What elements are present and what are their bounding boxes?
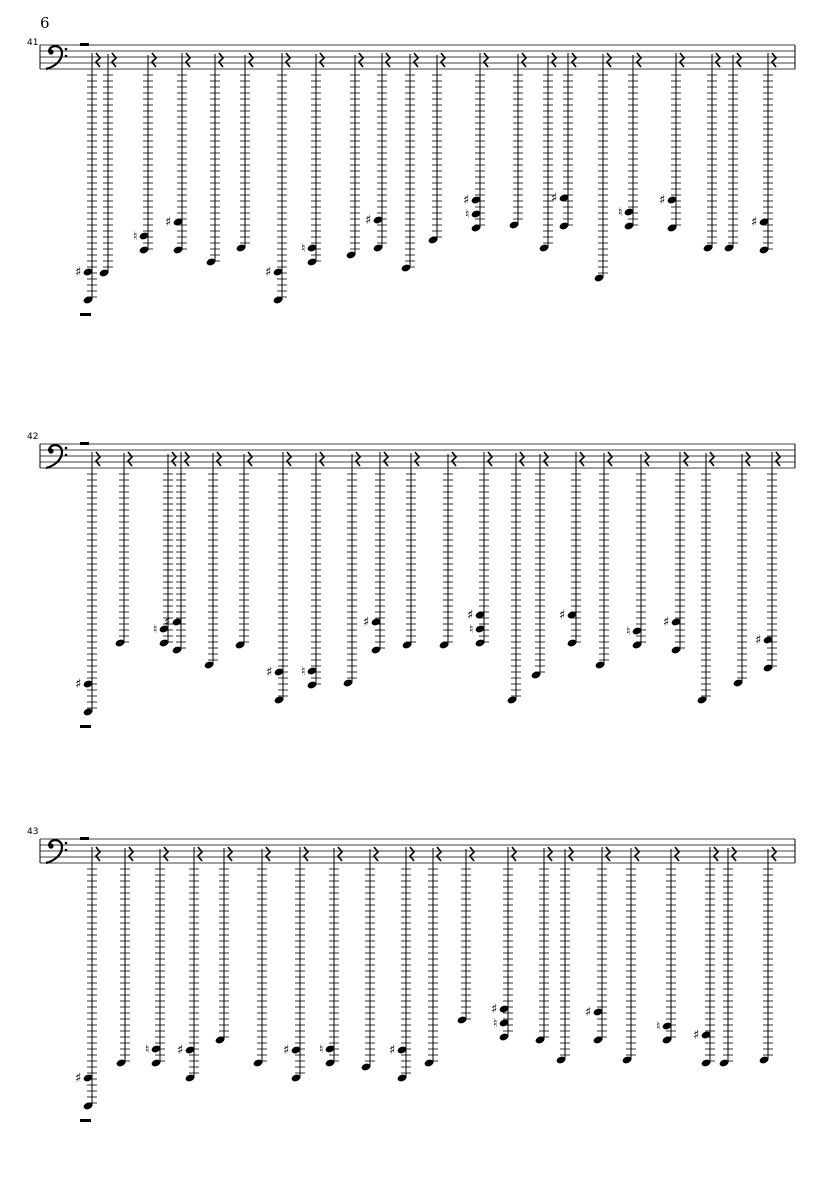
natural-icon: ♮ xyxy=(145,1042,150,1056)
sharp-icon: ♯ xyxy=(551,191,558,206)
sharp-icon: ♯ xyxy=(663,615,670,630)
sharp-icon: ♯ xyxy=(463,193,470,208)
sharp-icon: ♯ xyxy=(467,608,474,623)
natural-icon: ♮ xyxy=(465,207,470,221)
quarter-rest-icon xyxy=(164,847,168,861)
sharp-icon: ♯ xyxy=(165,215,172,230)
quarter-rest-icon xyxy=(228,847,232,861)
quarter-rest-icon xyxy=(338,847,342,861)
sharp-icon: ♯ xyxy=(266,665,273,680)
sharp-icon: ♯ xyxy=(491,1002,498,1017)
measure-number: 43 xyxy=(27,827,39,837)
sharp-icon: ♯ xyxy=(755,633,762,648)
whole-rest-icon xyxy=(80,837,89,840)
natural-icon: ♮ xyxy=(626,624,631,638)
sharp-icon: ♯ xyxy=(693,1028,700,1043)
sharp-icon: ♯ xyxy=(75,677,82,692)
bass-clef-icon xyxy=(46,840,67,863)
natural-icon: ♮ xyxy=(493,1016,498,1030)
natural-icon: ♮ xyxy=(301,664,306,678)
sharp-icon: ♯ xyxy=(659,193,666,208)
whole-rest-icon xyxy=(80,1119,91,1122)
natural-icon: ♮ xyxy=(656,1019,661,1033)
sharp-icon: ♯ xyxy=(559,608,566,623)
sharp-icon: ♯ xyxy=(283,1043,290,1058)
quarter-rest-icon xyxy=(714,847,718,861)
quarter-rest-icon xyxy=(304,847,308,861)
quarter-rest-icon xyxy=(470,847,474,861)
sharp-icon: ♯ xyxy=(164,615,171,630)
quarter-rest-icon xyxy=(512,847,516,861)
natural-icon: ♮ xyxy=(153,622,158,636)
page-number: 6 xyxy=(40,14,50,32)
measure-number: 41 xyxy=(27,38,39,48)
natural-icon: ♮ xyxy=(301,241,306,255)
natural-icon: ♮ xyxy=(133,229,138,243)
sharp-icon: ♯ xyxy=(177,1043,184,1058)
sharp-icon: ♯ xyxy=(75,1071,82,1086)
sharp-icon: ♯ xyxy=(363,615,370,630)
quarter-rest-icon xyxy=(198,847,202,861)
quarter-rest-icon xyxy=(635,847,639,861)
quarter-rest-icon xyxy=(548,847,552,861)
quarter-rest-icon xyxy=(129,847,133,861)
quarter-rest-icon xyxy=(606,847,610,861)
quarter-rest-icon xyxy=(374,847,378,861)
natural-icon: ♮ xyxy=(618,205,623,219)
quarter-rest-icon xyxy=(266,847,270,861)
sharp-icon: ♯ xyxy=(585,1005,592,1020)
quarter-rest-icon xyxy=(732,847,736,861)
sharp-icon: ♯ xyxy=(365,213,372,228)
quarter-rest-icon xyxy=(675,847,679,861)
quarter-rest-icon xyxy=(569,847,573,861)
sharp-icon: ♯ xyxy=(75,265,82,280)
quarter-rest-icon xyxy=(96,847,100,861)
measure-number: 42 xyxy=(27,432,39,442)
quarter-rest-icon xyxy=(437,847,441,861)
sharp-icon: ♯ xyxy=(265,265,272,280)
quarter-rest-icon xyxy=(410,847,414,861)
quarter-rest-icon xyxy=(772,847,776,861)
sharp-icon: ♯ xyxy=(389,1043,396,1058)
sharp-icon: ♯ xyxy=(751,215,758,230)
natural-icon: ♮ xyxy=(469,622,474,636)
natural-icon: ♮ xyxy=(319,1042,324,1056)
